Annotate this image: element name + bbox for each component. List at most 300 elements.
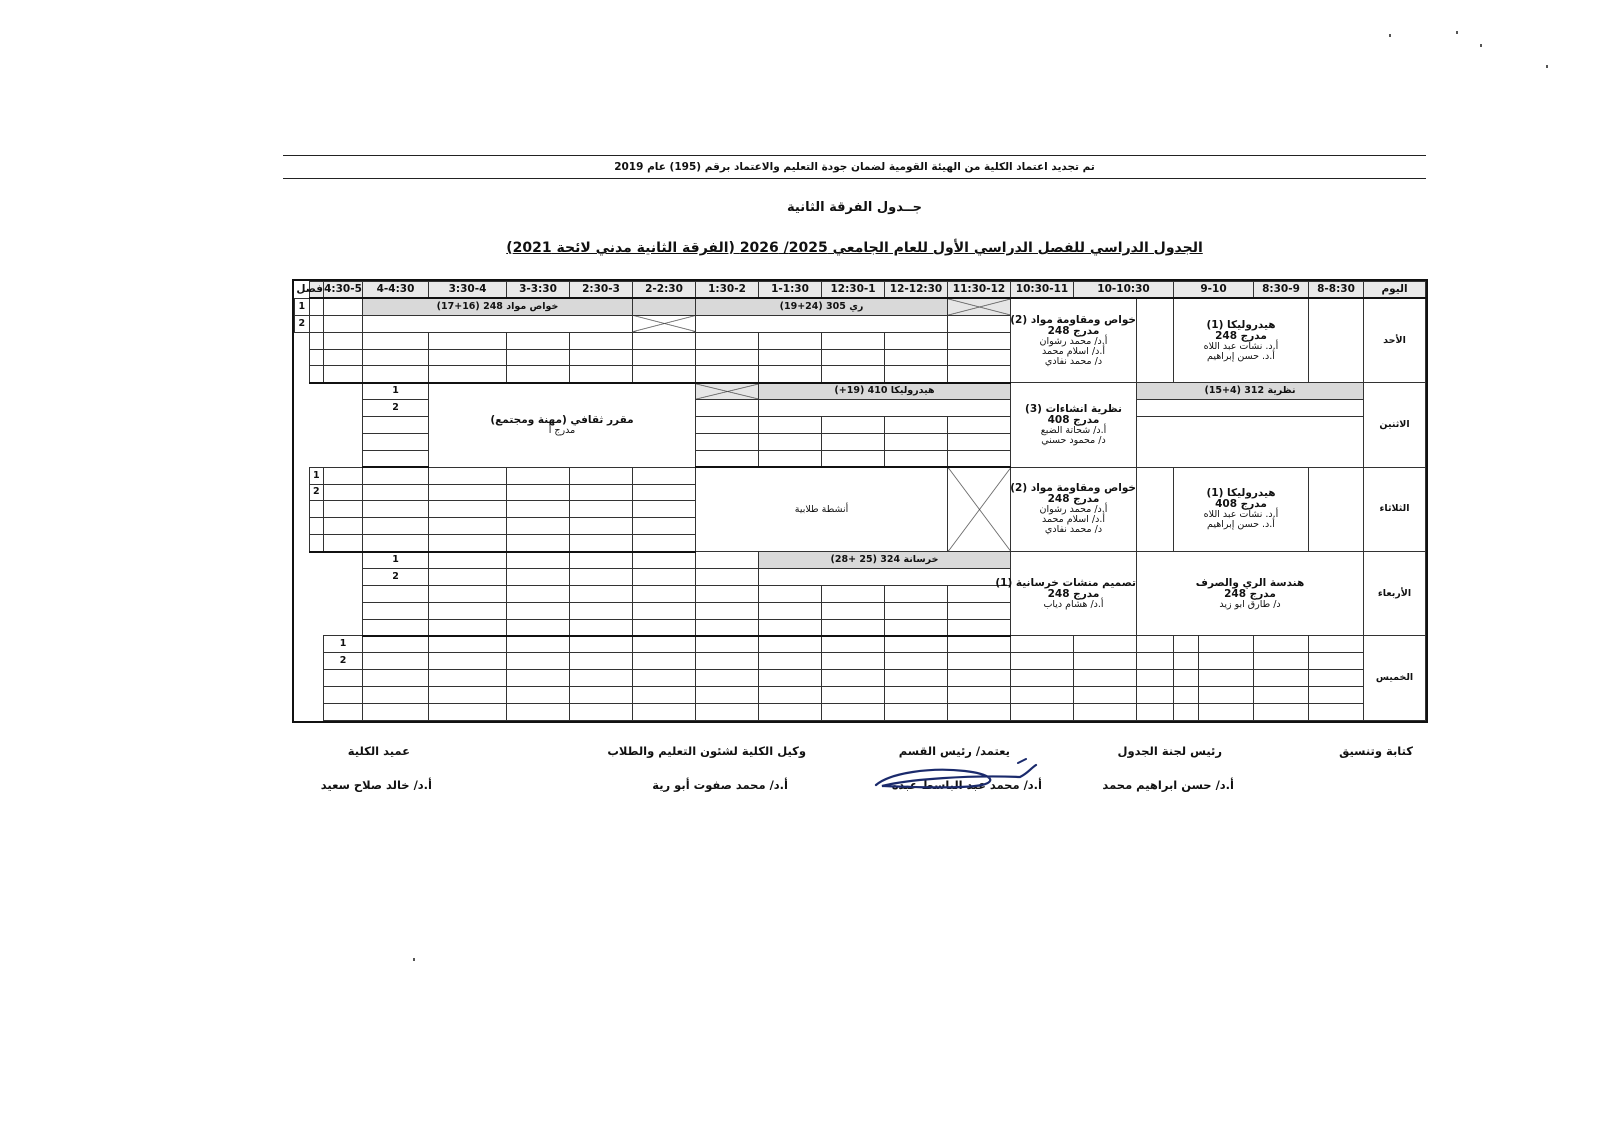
- empty-cell: [1137, 670, 1174, 687]
- empty-cell: [633, 636, 696, 653]
- empty-cell: [507, 703, 570, 720]
- structures-block: [1011, 383, 1137, 467]
- empty-cell: [948, 450, 1011, 467]
- empty-cell: [759, 433, 822, 450]
- empty-cell: [885, 450, 948, 467]
- empty-cell: [1254, 687, 1309, 704]
- empty-cell: [309, 535, 324, 552]
- empty-cell: [429, 349, 507, 366]
- empty-cell: [696, 568, 759, 585]
- empty-cell: [507, 568, 570, 585]
- empty-cell: [507, 366, 570, 383]
- empty-cell: [1074, 670, 1137, 687]
- empty-cell: [429, 703, 507, 720]
- empty-cell: [363, 518, 429, 535]
- empty-cell: [570, 332, 633, 349]
- empty-cell: [363, 417, 429, 434]
- empty-cell: [324, 670, 363, 687]
- day-header: اليوم: [1364, 282, 1426, 299]
- empty-cell: [822, 687, 885, 704]
- signature-name: أ.د/ حسن ابراهيم محمد: [1102, 778, 1234, 792]
- time-header: 4-4:30: [363, 282, 429, 299]
- empty-cell: [696, 400, 759, 417]
- empty-cell: [948, 687, 1011, 704]
- empty-cell: [633, 484, 696, 501]
- section-number: 2: [363, 568, 429, 585]
- empty-cell: [633, 332, 696, 349]
- empty-cell: [1254, 703, 1309, 720]
- scan-speck: [413, 958, 415, 961]
- empty-cell: [309, 315, 324, 332]
- empty-cell: [429, 552, 507, 569]
- course-room: مدرج 248: [1047, 493, 1100, 506]
- empty-cell: [429, 619, 507, 636]
- course-title: خواص ومقاومة مواد (2): [1010, 482, 1136, 495]
- empty-cell: [570, 366, 633, 383]
- empty-cell: [885, 417, 948, 434]
- empty-cell: [696, 349, 759, 366]
- empty-cell: [759, 585, 822, 602]
- empty-cell: [429, 687, 507, 704]
- empty-cell: [1309, 687, 1364, 704]
- empty-cell: [696, 703, 759, 720]
- accreditation-rule: [283, 178, 1426, 179]
- instructor: أ.د/ هشام دياب: [1043, 598, 1104, 610]
- empty-cell: [948, 315, 1011, 332]
- instructor: أ.د/ اسلام محمد: [1042, 514, 1105, 526]
- instructor: أ.د/ اسلام محمد: [1042, 345, 1105, 357]
- empty-cell: [507, 602, 570, 619]
- empty-cell: [309, 349, 324, 366]
- lab-bar: [633, 298, 696, 315]
- signature-name: أ.د/ خالد صلاح سعيد: [320, 778, 432, 792]
- empty-cell: [309, 366, 324, 383]
- empty-cell: [507, 349, 570, 366]
- empty-cell: [324, 467, 363, 484]
- empty-cell: [324, 535, 363, 552]
- empty-cell: [885, 687, 948, 704]
- empty-cell: [363, 619, 429, 636]
- signature-role: يعتمد/ رئيس القسم: [898, 744, 1010, 758]
- empty-cell: [429, 518, 507, 535]
- empty-cell: [948, 619, 1011, 636]
- empty-cell: [696, 602, 759, 619]
- empty-cell: [507, 535, 570, 552]
- empty-cell: [507, 636, 570, 653]
- empty-cell: [363, 450, 429, 467]
- concrete-design-block: [995, 552, 1137, 636]
- empty-cell: [885, 619, 948, 636]
- scan-speck: [1480, 44, 1482, 47]
- empty-cell: [363, 433, 429, 450]
- empty-cell: [759, 332, 822, 349]
- section-number: 2: [309, 484, 324, 501]
- empty-cell: [822, 585, 885, 602]
- empty-cell: [324, 703, 363, 720]
- empty-cell: [885, 670, 948, 687]
- empty-cell: [1137, 417, 1364, 468]
- empty-cell: [309, 518, 324, 535]
- empty-cell: [507, 552, 570, 569]
- empty-cell: [429, 332, 507, 349]
- empty-cell: [507, 484, 570, 501]
- instructor: د/ طارق ابو زيد: [1219, 598, 1281, 610]
- empty-cell: [570, 619, 633, 636]
- empty-cell: [570, 602, 633, 619]
- empty-cell: [696, 653, 759, 670]
- empty-cell: [507, 687, 570, 704]
- empty-cell: [309, 298, 324, 315]
- empty-cell: [1174, 670, 1199, 687]
- empty-cell: [822, 349, 885, 366]
- empty-cell: [363, 349, 429, 366]
- empty-cell: [429, 467, 507, 484]
- empty-cell: [1199, 653, 1254, 670]
- section-number: 2: [295, 315, 310, 332]
- empty-cell: [363, 636, 429, 653]
- empty-cell: [507, 501, 570, 518]
- empty-cell: [1137, 400, 1364, 417]
- empty-cell: [570, 653, 633, 670]
- empty-cell: [633, 670, 696, 687]
- signature-role: عميد الكلية: [347, 744, 410, 758]
- empty-cell: [1137, 636, 1174, 653]
- empty-cell: [822, 332, 885, 349]
- instructor: أ.د/ محمد رشوان: [1039, 504, 1108, 516]
- empty-cell: [633, 619, 696, 636]
- instructor: أ.د. حسن إبراهيم: [1207, 350, 1275, 362]
- hydraulics-block: [1174, 298, 1309, 382]
- empty-cell: [822, 366, 885, 383]
- empty-cell: [822, 602, 885, 619]
- empty-cell: [570, 518, 633, 535]
- course-title: تصميم منشات خرسانية (1): [995, 576, 1136, 589]
- empty-cell: [363, 501, 429, 518]
- materials-lab-bar: خواص مواد 248 (16+17): [363, 298, 633, 315]
- empty-cell: [822, 636, 885, 653]
- empty-cell: [696, 687, 759, 704]
- time-header: 2-2:30: [633, 282, 696, 299]
- day-monday: الاثنين: [1364, 383, 1426, 467]
- instructor: أ.د. نشات عبد اللاه: [1203, 509, 1279, 521]
- empty-cell: [1199, 703, 1254, 720]
- empty-cell: [696, 670, 759, 687]
- scan-speck: [1389, 34, 1391, 37]
- concrete-lab-bar: خرسانة 324 (25 +28): [759, 552, 1011, 569]
- section-number: 1: [309, 467, 324, 484]
- day-wednesday: الأربعاء: [1364, 552, 1426, 636]
- handwritten-signature: [870, 755, 1050, 795]
- empty-cell: [363, 535, 429, 552]
- empty-cell: [1199, 636, 1254, 653]
- empty-cell: [1011, 636, 1074, 653]
- culture-block: [429, 383, 696, 467]
- instructor: أ.د. حسن إبراهيم: [1207, 519, 1275, 531]
- empty-cell: [759, 653, 822, 670]
- empty-cell: [570, 535, 633, 552]
- empty-cell: [1011, 653, 1074, 670]
- empty-cell: [1074, 703, 1137, 720]
- signature-role: كتابة وتنسيق: [1339, 744, 1413, 758]
- empty-cell: [507, 619, 570, 636]
- section-header: فصل: [309, 282, 324, 299]
- empty-cell: [759, 636, 822, 653]
- empty-cell: [948, 636, 1011, 653]
- empty-cell: [507, 518, 570, 535]
- empty-cell: [885, 653, 948, 670]
- empty-cell: [429, 585, 507, 602]
- page-title: جــدول الفرقة الثانية: [787, 200, 922, 215]
- hydraulics-block: [1174, 467, 1309, 551]
- empty-cell: [1074, 687, 1137, 704]
- instructor: أ.د/ شحاتة الضبع: [1040, 424, 1107, 436]
- empty-cell: [759, 450, 822, 467]
- time-header: 9-10: [1174, 282, 1254, 299]
- empty-cell: [507, 332, 570, 349]
- empty-cell: [1137, 703, 1174, 720]
- empty-cell: [324, 518, 363, 535]
- unavailable-slot: [696, 383, 759, 400]
- empty-cell: [570, 703, 633, 720]
- empty-cell: [948, 653, 1011, 670]
- time-header: 3:30-4: [429, 282, 507, 299]
- materials-block: [1011, 467, 1137, 551]
- empty-cell: [1174, 636, 1199, 653]
- empty-cell: [759, 366, 822, 383]
- empty-cell: [1309, 298, 1364, 382]
- empty-cell: [696, 636, 759, 653]
- empty-cell: [507, 653, 570, 670]
- empty-cell: [1011, 670, 1074, 687]
- course-title: نظرية انشاءات (3): [1025, 402, 1122, 415]
- empty-cell: [696, 315, 948, 332]
- empty-cell: [1309, 670, 1364, 687]
- section-number: 1: [363, 552, 429, 569]
- empty-cell: [885, 366, 948, 383]
- empty-cell: [570, 552, 633, 569]
- empty-cell: [633, 703, 696, 720]
- empty-cell: [696, 332, 759, 349]
- time-header: 12-12:30: [885, 282, 948, 299]
- theory-lab-bar: نظرية 312 (4+15): [1137, 383, 1364, 400]
- empty-cell: [309, 501, 324, 518]
- empty-cell: [1011, 687, 1074, 704]
- course-room: مدرج 248: [1224, 587, 1276, 600]
- time-header: 2:30-3: [570, 282, 633, 299]
- time-header: 3-3:30: [507, 282, 570, 299]
- empty-cell: [633, 585, 696, 602]
- signature-name: أ.د/ محمد صفوت أبو رية: [652, 778, 788, 792]
- scan-speck: [1456, 31, 1458, 34]
- empty-cell: [1254, 670, 1309, 687]
- empty-cell: [633, 467, 696, 484]
- empty-cell: [759, 619, 822, 636]
- empty-cell: [759, 670, 822, 687]
- empty-cell: [948, 703, 1011, 720]
- empty-cell: [633, 518, 696, 535]
- empty-cell: [570, 484, 633, 501]
- empty-cell: [822, 450, 885, 467]
- empty-cell: [324, 349, 363, 366]
- course-title: هيدروليكا (1): [1206, 487, 1276, 500]
- time-header: 12:30-1: [822, 282, 885, 299]
- empty-cell: [429, 636, 507, 653]
- time-header: 1:30-2: [696, 282, 759, 299]
- empty-cell: [507, 467, 570, 484]
- empty-cell: [1254, 653, 1309, 670]
- empty-cell: [696, 433, 759, 450]
- course-title: مقرر ثقافي (مهنة ومجتمع): [490, 413, 634, 426]
- empty-cell: [759, 417, 822, 434]
- empty-cell: [948, 670, 1011, 687]
- empty-cell: [696, 619, 759, 636]
- course-title: هندسة الري والصرف: [1195, 576, 1305, 589]
- empty-cell: [948, 417, 1011, 434]
- empty-cell: [507, 670, 570, 687]
- time-header: 10-10:30: [1074, 282, 1174, 299]
- empty-cell: [324, 315, 363, 332]
- scan-speck: [1546, 65, 1548, 68]
- time-header: 8-8:30: [1309, 282, 1364, 299]
- day-tuesday: الثلاثاء: [1364, 467, 1426, 551]
- instructor: د/ محمد نفادي: [1044, 355, 1103, 367]
- empty-cell: [363, 467, 429, 484]
- unavailable-slot: [948, 467, 1011, 551]
- empty-cell: [429, 670, 507, 687]
- empty-cell: [1137, 653, 1174, 670]
- instructor: أ.د/ محمد رشوان: [1039, 335, 1108, 347]
- empty-cell: [324, 501, 363, 518]
- empty-cell: [759, 568, 1011, 585]
- empty-cell: [1137, 467, 1174, 551]
- empty-cell: [885, 332, 948, 349]
- empty-cell: [507, 585, 570, 602]
- empty-cell: [324, 332, 363, 349]
- empty-cell: [759, 687, 822, 704]
- empty-cell: [696, 552, 759, 569]
- empty-cell: [633, 501, 696, 518]
- empty-cell: [759, 349, 822, 366]
- empty-cell: [822, 417, 885, 434]
- student-activities-block: [696, 467, 948, 551]
- empty-cell: [633, 568, 696, 585]
- empty-cell: [759, 400, 1011, 417]
- empty-cell: [696, 585, 759, 602]
- materials-block: [1011, 298, 1137, 382]
- empty-cell: [429, 568, 507, 585]
- empty-cell: [1199, 670, 1254, 687]
- schedule-table: [292, 279, 1428, 723]
- empty-cell: [1174, 653, 1199, 670]
- empty-cell: [822, 653, 885, 670]
- empty-cell: [885, 636, 948, 653]
- empty-cell: [363, 703, 429, 720]
- empty-cell: [1309, 703, 1364, 720]
- empty-cell: [948, 433, 1011, 450]
- empty-cell: [1137, 298, 1174, 382]
- day-sunday: الأحد: [1364, 298, 1426, 382]
- irrigation-block: [1137, 552, 1364, 636]
- empty-cell: [1199, 687, 1254, 704]
- empty-cell: [324, 366, 363, 383]
- empty-cell: [570, 687, 633, 704]
- empty-cell: [570, 349, 633, 366]
- empty-cell: [948, 332, 1011, 349]
- activities-label: أنشطة طلابية: [794, 503, 849, 515]
- empty-cell: [822, 703, 885, 720]
- empty-cell: [885, 602, 948, 619]
- empty-cell: [363, 315, 633, 332]
- empty-cell: [1074, 636, 1137, 653]
- course-title: هيدروليكا (1): [1206, 318, 1276, 331]
- course-room: مدرج 408: [1215, 498, 1267, 511]
- signature-role: وكيل الكلية لشئون التعليم والطلاب: [607, 744, 806, 758]
- time-header: 8:30-9: [1254, 282, 1309, 299]
- empty-cell: [822, 670, 885, 687]
- top-rule: [283, 155, 1426, 156]
- signature-role: رئيس لجنة الجدول: [1117, 744, 1222, 758]
- empty-cell: [570, 568, 633, 585]
- empty-cell: [429, 653, 507, 670]
- empty-cell: [885, 433, 948, 450]
- empty-cell: [1137, 687, 1174, 704]
- empty-cell: [363, 332, 429, 349]
- hydraulics-lab-bar: هيدروليكا 410 (19+): [759, 383, 1011, 400]
- empty-cell: [363, 670, 429, 687]
- empty-cell: [324, 484, 363, 501]
- course-room: مدرج 248: [1047, 587, 1100, 600]
- empty-cell: [429, 484, 507, 501]
- empty-cell: [1254, 636, 1309, 653]
- empty-cell: [759, 703, 822, 720]
- time-header: 11:30-12: [948, 282, 1011, 299]
- time-header: 4:30-5: [324, 282, 363, 299]
- empty-cell: [1074, 653, 1137, 670]
- empty-cell: [822, 433, 885, 450]
- accreditation-note: تم تجديد اعتماد الكلية من الهيئة القومية لضمان جودة التعليم والاعتماد برقم (195) عام 2019: [614, 161, 1095, 173]
- empty-cell: [324, 298, 363, 315]
- empty-cell: [1011, 703, 1074, 720]
- empty-cell: [1174, 703, 1199, 720]
- empty-cell: [822, 619, 885, 636]
- empty-cell: [570, 585, 633, 602]
- empty-cell: [570, 501, 633, 518]
- empty-cell: [324, 687, 363, 704]
- empty-cell: [1309, 653, 1364, 670]
- signature-name: أ.د/ محمد عبد الباسط عبده: [891, 778, 1042, 792]
- empty-cell: [633, 552, 696, 569]
- instructor: أ.د. نشات عبد اللاه: [1203, 340, 1279, 352]
- irrigation-lab-bar: ري 305 (24+19): [696, 298, 948, 315]
- instructor: د/ محمود حسني: [1041, 434, 1106, 446]
- empty-cell: [633, 653, 696, 670]
- time-header: 10:30-11: [1011, 282, 1074, 299]
- empty-cell: [696, 450, 759, 467]
- empty-cell: [948, 602, 1011, 619]
- section-number: 2: [363, 400, 429, 417]
- empty-cell: [570, 670, 633, 687]
- day-thursday: الخميس: [1364, 636, 1426, 721]
- course-room: مدرج 408: [1047, 413, 1100, 426]
- empty-cell: [1174, 687, 1199, 704]
- empty-cell: [885, 703, 948, 720]
- schedule-subtitle: الجدول الدراسي للفصل الدراسي الأول للعام الجامعي 2025/ 2026 (الفرقة الثانية مدني لائحة 2021): [506, 240, 1203, 256]
- empty-cell: [633, 687, 696, 704]
- empty-cell: [429, 501, 507, 518]
- empty-cell: [363, 366, 429, 383]
- section-number: 2: [324, 653, 363, 670]
- section-number: 1: [324, 636, 363, 653]
